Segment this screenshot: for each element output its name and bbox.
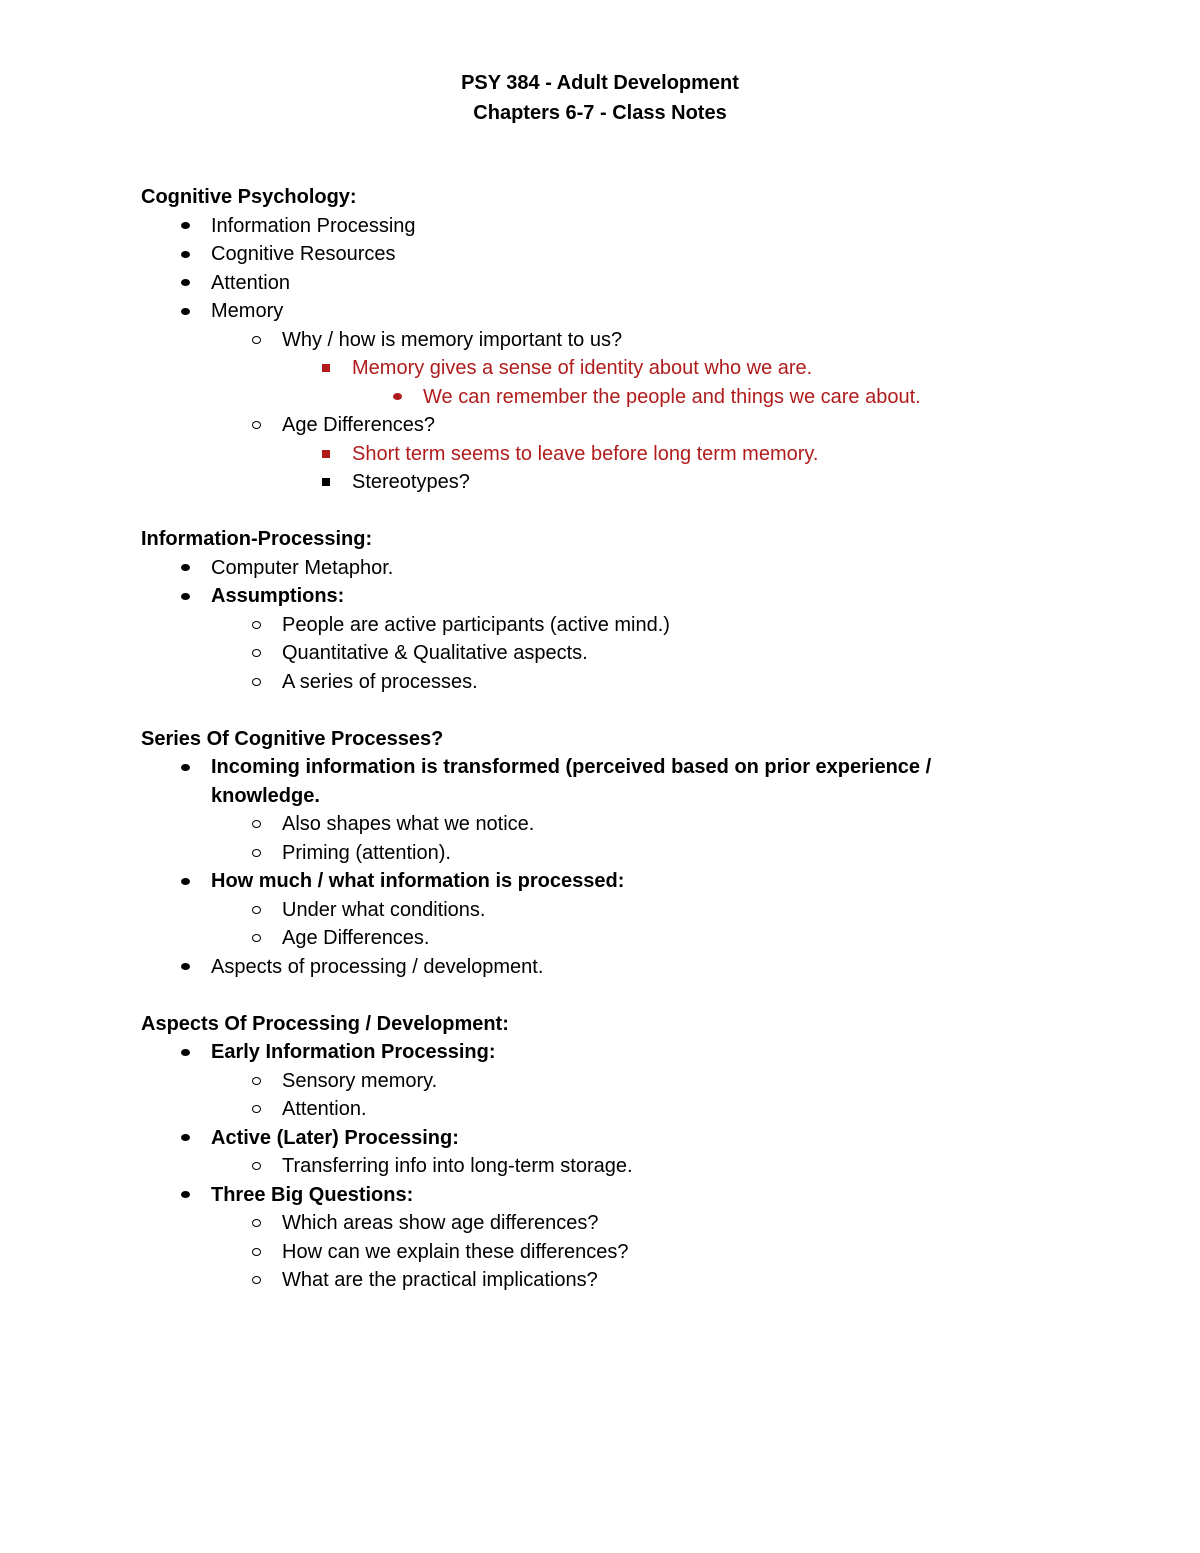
list-item bbox=[141, 212, 1041, 241]
notes-section bbox=[141, 1010, 1041, 1295]
list-item-text: Assumptions: bbox=[211, 585, 345, 607]
list-item-text: Which areas show age differences? bbox=[282, 1212, 599, 1234]
circle-bullet-icon bbox=[246, 1095, 266, 1124]
list-item-text: Early Information Processing: bbox=[211, 1041, 496, 1063]
circle-bullet-icon bbox=[246, 810, 266, 839]
section-heading: Aspects Of Processing / Development: bbox=[141, 1012, 509, 1035]
circle-bullet-icon bbox=[246, 411, 266, 440]
circle-bullet-icon bbox=[246, 896, 266, 925]
section-heading: Cognitive Psychology: bbox=[141, 186, 357, 208]
circle-bullet-icon bbox=[246, 611, 266, 640]
list-item-text: Why / how is memory important to us? bbox=[282, 328, 623, 351]
disc-bullet-icon bbox=[175, 554, 195, 583]
square-bullet-icon bbox=[316, 354, 336, 383]
notes-section bbox=[141, 183, 1041, 497]
disc-bullet-icon bbox=[387, 383, 407, 412]
circle-bullet-icon bbox=[246, 639, 266, 668]
list-item bbox=[141, 668, 1041, 697]
list-item bbox=[141, 839, 1041, 868]
list-item bbox=[141, 953, 1041, 982]
document-title: PSY 384 - Adult Development bbox=[461, 72, 739, 94]
section-heading: Information-Processing: bbox=[141, 528, 373, 550]
list-item bbox=[141, 582, 1041, 611]
list-item bbox=[141, 867, 1041, 896]
list-item bbox=[141, 1266, 1041, 1295]
list-item-text: Stereotypes? bbox=[352, 471, 470, 493]
list-item bbox=[141, 297, 1041, 326]
square-bullet-icon bbox=[316, 440, 336, 469]
square-bullet-icon bbox=[316, 468, 336, 497]
list-item bbox=[141, 240, 1041, 269]
disc-bullet-icon bbox=[175, 953, 195, 982]
list-item bbox=[141, 1181, 1041, 1210]
list-item-text: Transferring info into long-term storage. bbox=[282, 1155, 633, 1177]
list-item-text: Quantitative & Qualitative aspects. bbox=[282, 642, 588, 664]
list-item-text: Also shapes what we notice. bbox=[282, 813, 535, 835]
list-item-text: Attention bbox=[211, 271, 290, 294]
list-item-text: Memory gives a sense of identity about who we are. bbox=[352, 357, 813, 379]
disc-bullet-icon bbox=[175, 1038, 195, 1067]
disc-bullet-icon bbox=[175, 240, 195, 269]
list-item bbox=[141, 269, 1041, 298]
list-item bbox=[141, 383, 1041, 412]
list-item bbox=[141, 1095, 1041, 1124]
circle-bullet-icon bbox=[246, 668, 266, 697]
circle-bullet-icon bbox=[246, 1152, 266, 1181]
list-item-text: What are the practical implications? bbox=[282, 1269, 598, 1291]
list-item-text: Under what conditions. bbox=[282, 898, 486, 921]
list-item bbox=[141, 440, 1041, 469]
list-item-text: A series of processes. bbox=[282, 670, 478, 693]
list-item bbox=[141, 639, 1041, 668]
list-item bbox=[141, 753, 1041, 810]
list-item-text: Priming (attention). bbox=[282, 841, 451, 864]
circle-bullet-icon bbox=[246, 1238, 266, 1267]
list-item bbox=[141, 411, 1041, 440]
list-item-text: We can remember the people and things we care about. bbox=[423, 385, 921, 408]
list-item-text: Age Differences. bbox=[282, 927, 430, 949]
list-item-text: Active (Later) Processing: bbox=[211, 1126, 459, 1149]
notes-content bbox=[141, 183, 1041, 1323]
list-item-text: Age Differences? bbox=[282, 414, 436, 436]
list-item bbox=[141, 354, 1041, 383]
disc-bullet-icon bbox=[175, 753, 195, 782]
list-item bbox=[141, 1067, 1041, 1096]
list-item-text: People are active participants (active mind.) bbox=[282, 613, 670, 636]
document-subtitle: Chapters 6-7 - Class Notes bbox=[473, 102, 727, 124]
list-item-text: Sensory memory. bbox=[282, 1069, 438, 1092]
list-item bbox=[141, 326, 1041, 355]
circle-bullet-icon bbox=[246, 1067, 266, 1096]
disc-bullet-icon bbox=[175, 297, 195, 326]
list-item-text: Information Processing bbox=[211, 214, 416, 237]
list-item bbox=[141, 1124, 1041, 1153]
list-item bbox=[141, 1238, 1041, 1267]
disc-bullet-icon bbox=[175, 1181, 195, 1210]
list-item-text: How much / what information is processed: bbox=[211, 870, 625, 892]
list-item bbox=[141, 1152, 1041, 1181]
list-item-text: How can we explain these differences? bbox=[282, 1240, 629, 1263]
list-item bbox=[141, 468, 1041, 497]
circle-bullet-icon bbox=[246, 839, 266, 868]
disc-bullet-icon bbox=[175, 1124, 195, 1153]
list-item bbox=[141, 1209, 1041, 1238]
list-item-text: Short term seems to leave before long term memory. bbox=[352, 442, 819, 465]
circle-bullet-icon bbox=[246, 326, 266, 355]
notes-section bbox=[141, 525, 1041, 696]
disc-bullet-icon bbox=[175, 212, 195, 241]
disc-bullet-icon bbox=[175, 269, 195, 298]
circle-bullet-icon bbox=[246, 1266, 266, 1295]
list-item-text: Memory bbox=[211, 300, 284, 322]
list-item-text: Attention. bbox=[282, 1098, 367, 1120]
notes-section bbox=[141, 725, 1041, 982]
circle-bullet-icon bbox=[246, 1209, 266, 1238]
section-heading: Series Of Cognitive Processes? bbox=[141, 727, 444, 750]
list-item bbox=[141, 810, 1041, 839]
circle-bullet-icon bbox=[246, 924, 266, 953]
disc-bullet-icon bbox=[175, 582, 195, 611]
list-item-text: Cognitive Resources bbox=[211, 243, 396, 265]
list-item bbox=[141, 611, 1041, 640]
list-item-text: Incoming information is transformed (perceived based on prior experience / knowledge. bbox=[211, 756, 932, 807]
list-item bbox=[141, 896, 1041, 925]
list-item bbox=[141, 554, 1041, 583]
list-item bbox=[141, 924, 1041, 953]
disc-bullet-icon bbox=[175, 867, 195, 896]
list-item-text: Computer Metaphor. bbox=[211, 556, 394, 579]
list-item-text: Three Big Questions: bbox=[211, 1183, 414, 1206]
list-item-text: Aspects of processing / development. bbox=[211, 955, 544, 978]
list-item bbox=[141, 1038, 1041, 1067]
